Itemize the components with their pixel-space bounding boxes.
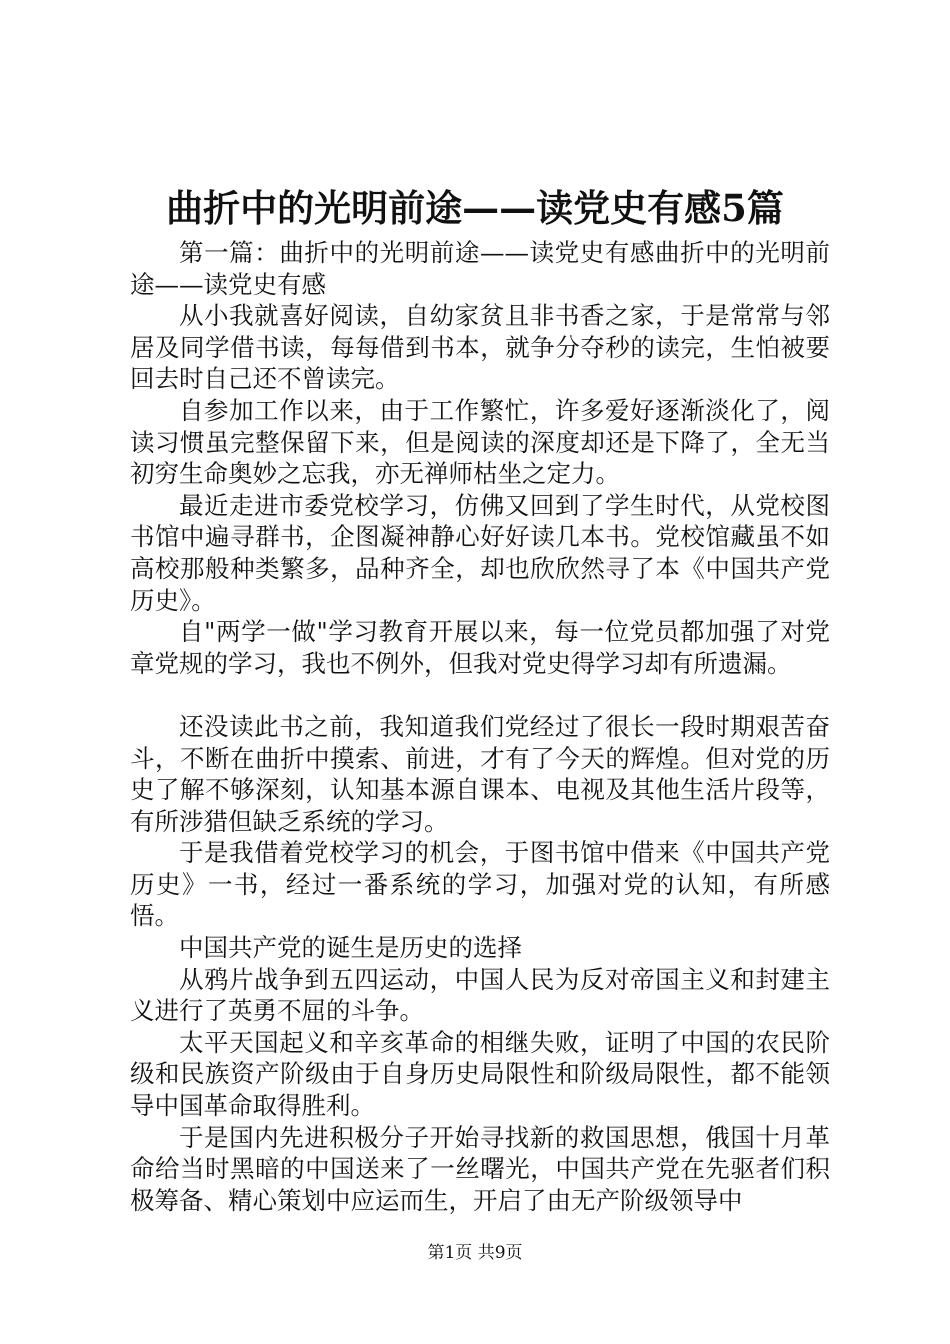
paragraph: 自"两学一做"学习教育开展以来，每一位党员都加强了对党章党规的学习，我也不例外，但我对党史得学习却有所遗漏。 [130, 617, 830, 678]
paragraph: 太平天国起义和辛亥革命的相继失败，证明了中国的农民阶级和民族资产阶级由于自身历史局限性和阶级局限性，都不能领导中国革命取得胜利。 [130, 1027, 830, 1121]
paragraph: 于是国内先进积极分子开始寻找新的救国思想，俄国十月革命给当时黑暗的中国送来了一丝曙光，中国共产党在先驱者们积极筹备、精心策划中应运而生，开启了由无产阶级领导中 [130, 1122, 830, 1215]
paragraph: 从鸦片战争到五四运动，中国人民为反对帝国主义和封建主义进行了英勇不屈的斗争。 [130, 964, 830, 1026]
document-body [130, 237, 830, 1216]
paragraph: 从小我就喜好阅读，自幼家贫且非书香之家，于是常常与邻居及同学借书读，每每借到书本，就争分夺秒的读完，生怕被要回去时自己还不曾读完。 [130, 301, 830, 394]
page-footer: 第1页 共9页 [427, 1243, 523, 1263]
section-heading: 中国共产党的诞生是历史的选择 [179, 933, 522, 963]
paragraph: 还没读此书之前，我知道我们党经过了很长一段时期艰苦奋斗，不断在曲折中摸索、前进，才有了今天的辉煌。但对党的历史了解不够深刻，认知基本源自课本、电视及其他生活片段等，有所涉猎但缺乏系统的学习。 [130, 711, 830, 836]
paragraph: 自参加工作以来，由于工作繁忙，许多爱好逐渐淡化了，阅读习惯虽完整保留下来，但是阅读的深度却还是下降了，全无当初穷生命奥妙之忘我，亦无禅师枯坐之定力。 [130, 395, 830, 489]
paragraph: 最近走进市委党校学习，仿佛又回到了学生时代，从党校图书馆中遍寻群书，企图凝神静心好好读几本书。党校馆藏虽不如高校那般种类繁多，品种齐全，却也欣欣然寻了本《中国共产党历史》。 [130, 490, 830, 615]
paragraph: 于是我借着党校学习的机会，于图书馆中借来《中国共产党历史》一书，经过一番系统的学习，加强对党的认知，有所感悟。 [130, 838, 830, 931]
document-title: 曲折中的光明前途——读党史有感5篇 [166, 186, 784, 230]
paragraph: 第一篇：曲折中的光明前途——读党史有感曲折中的光明前途——读党史有感 [130, 238, 830, 299]
